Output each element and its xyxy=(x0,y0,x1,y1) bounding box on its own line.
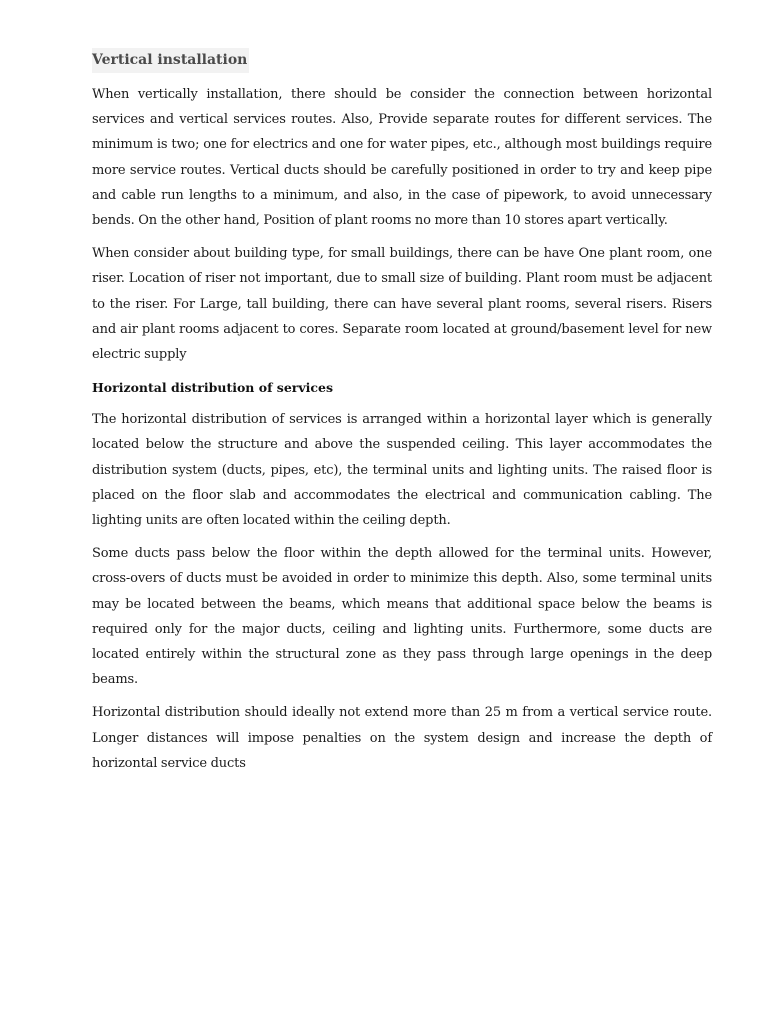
paragraph-building-type: When consider about building type, for small buildings, there can be have One plant room, one riser. Location of riser not important, due to small size of building. Plant room must be adjacent to the riser. For Large, tall building, there can have several plant rooms, several risers. Risers and air plant rooms adjacent to cores. Separate room located at ground/basement level for new electric supply xyxy=(92,246,712,363)
paragraph-horizontal-layer: The horizontal distribution of services is arranged within a horizontal layer which is generally located below the structure and above the suspended ceiling. This layer accommodates the distribution system (ducts, pipes, etc), the terminal units and lighting units. The raised floor is placed on the floor slab and accommodates the electrical and communication cabling. The lighting units are often located within the ceiling depth. xyxy=(92,412,712,529)
document-body xyxy=(92,48,712,784)
paragraph-vertical-routes: When vertically installation, there should be consider the connection between horizontal services and vertical services routes. Also, Provide separate routes for different services. The minimum is two; one for electrics and one for water pipes, etc., although most buildings require more service routes. Vertical ducts should be carefully positioned in order to try and keep pipe and cable run lengths to a minimum, and also, in the case of pipework, to avoid unnecessary bends. On the other hand, Position of plant rooms no more than 10 stores apart vertically. xyxy=(92,87,712,229)
paragraph-distribution-limit: Horizontal distribution should ideally not extend more than 25 m from a vertical service route. Longer distances will impose penalties on the system design and increase the depth of horizontal service ducts xyxy=(92,705,712,771)
heading-vertical-installation: Vertical installation xyxy=(92,48,249,73)
paragraph-ducts-below-floor: Some ducts pass below the floor within the depth allowed for the terminal units. However, cross-overs of ducts must be avoided in order to minimize this depth. Also, some terminal units may be located between the beams, which means that additional space below the beams is required only for the major ducts, ceiling and lighting units. Furthermore, some ducts are located entirely within the structural zone as they pass through large openings in the deep beams. xyxy=(92,546,712,688)
heading-horizontal-distribution: Horizontal distribution of services xyxy=(92,380,333,396)
